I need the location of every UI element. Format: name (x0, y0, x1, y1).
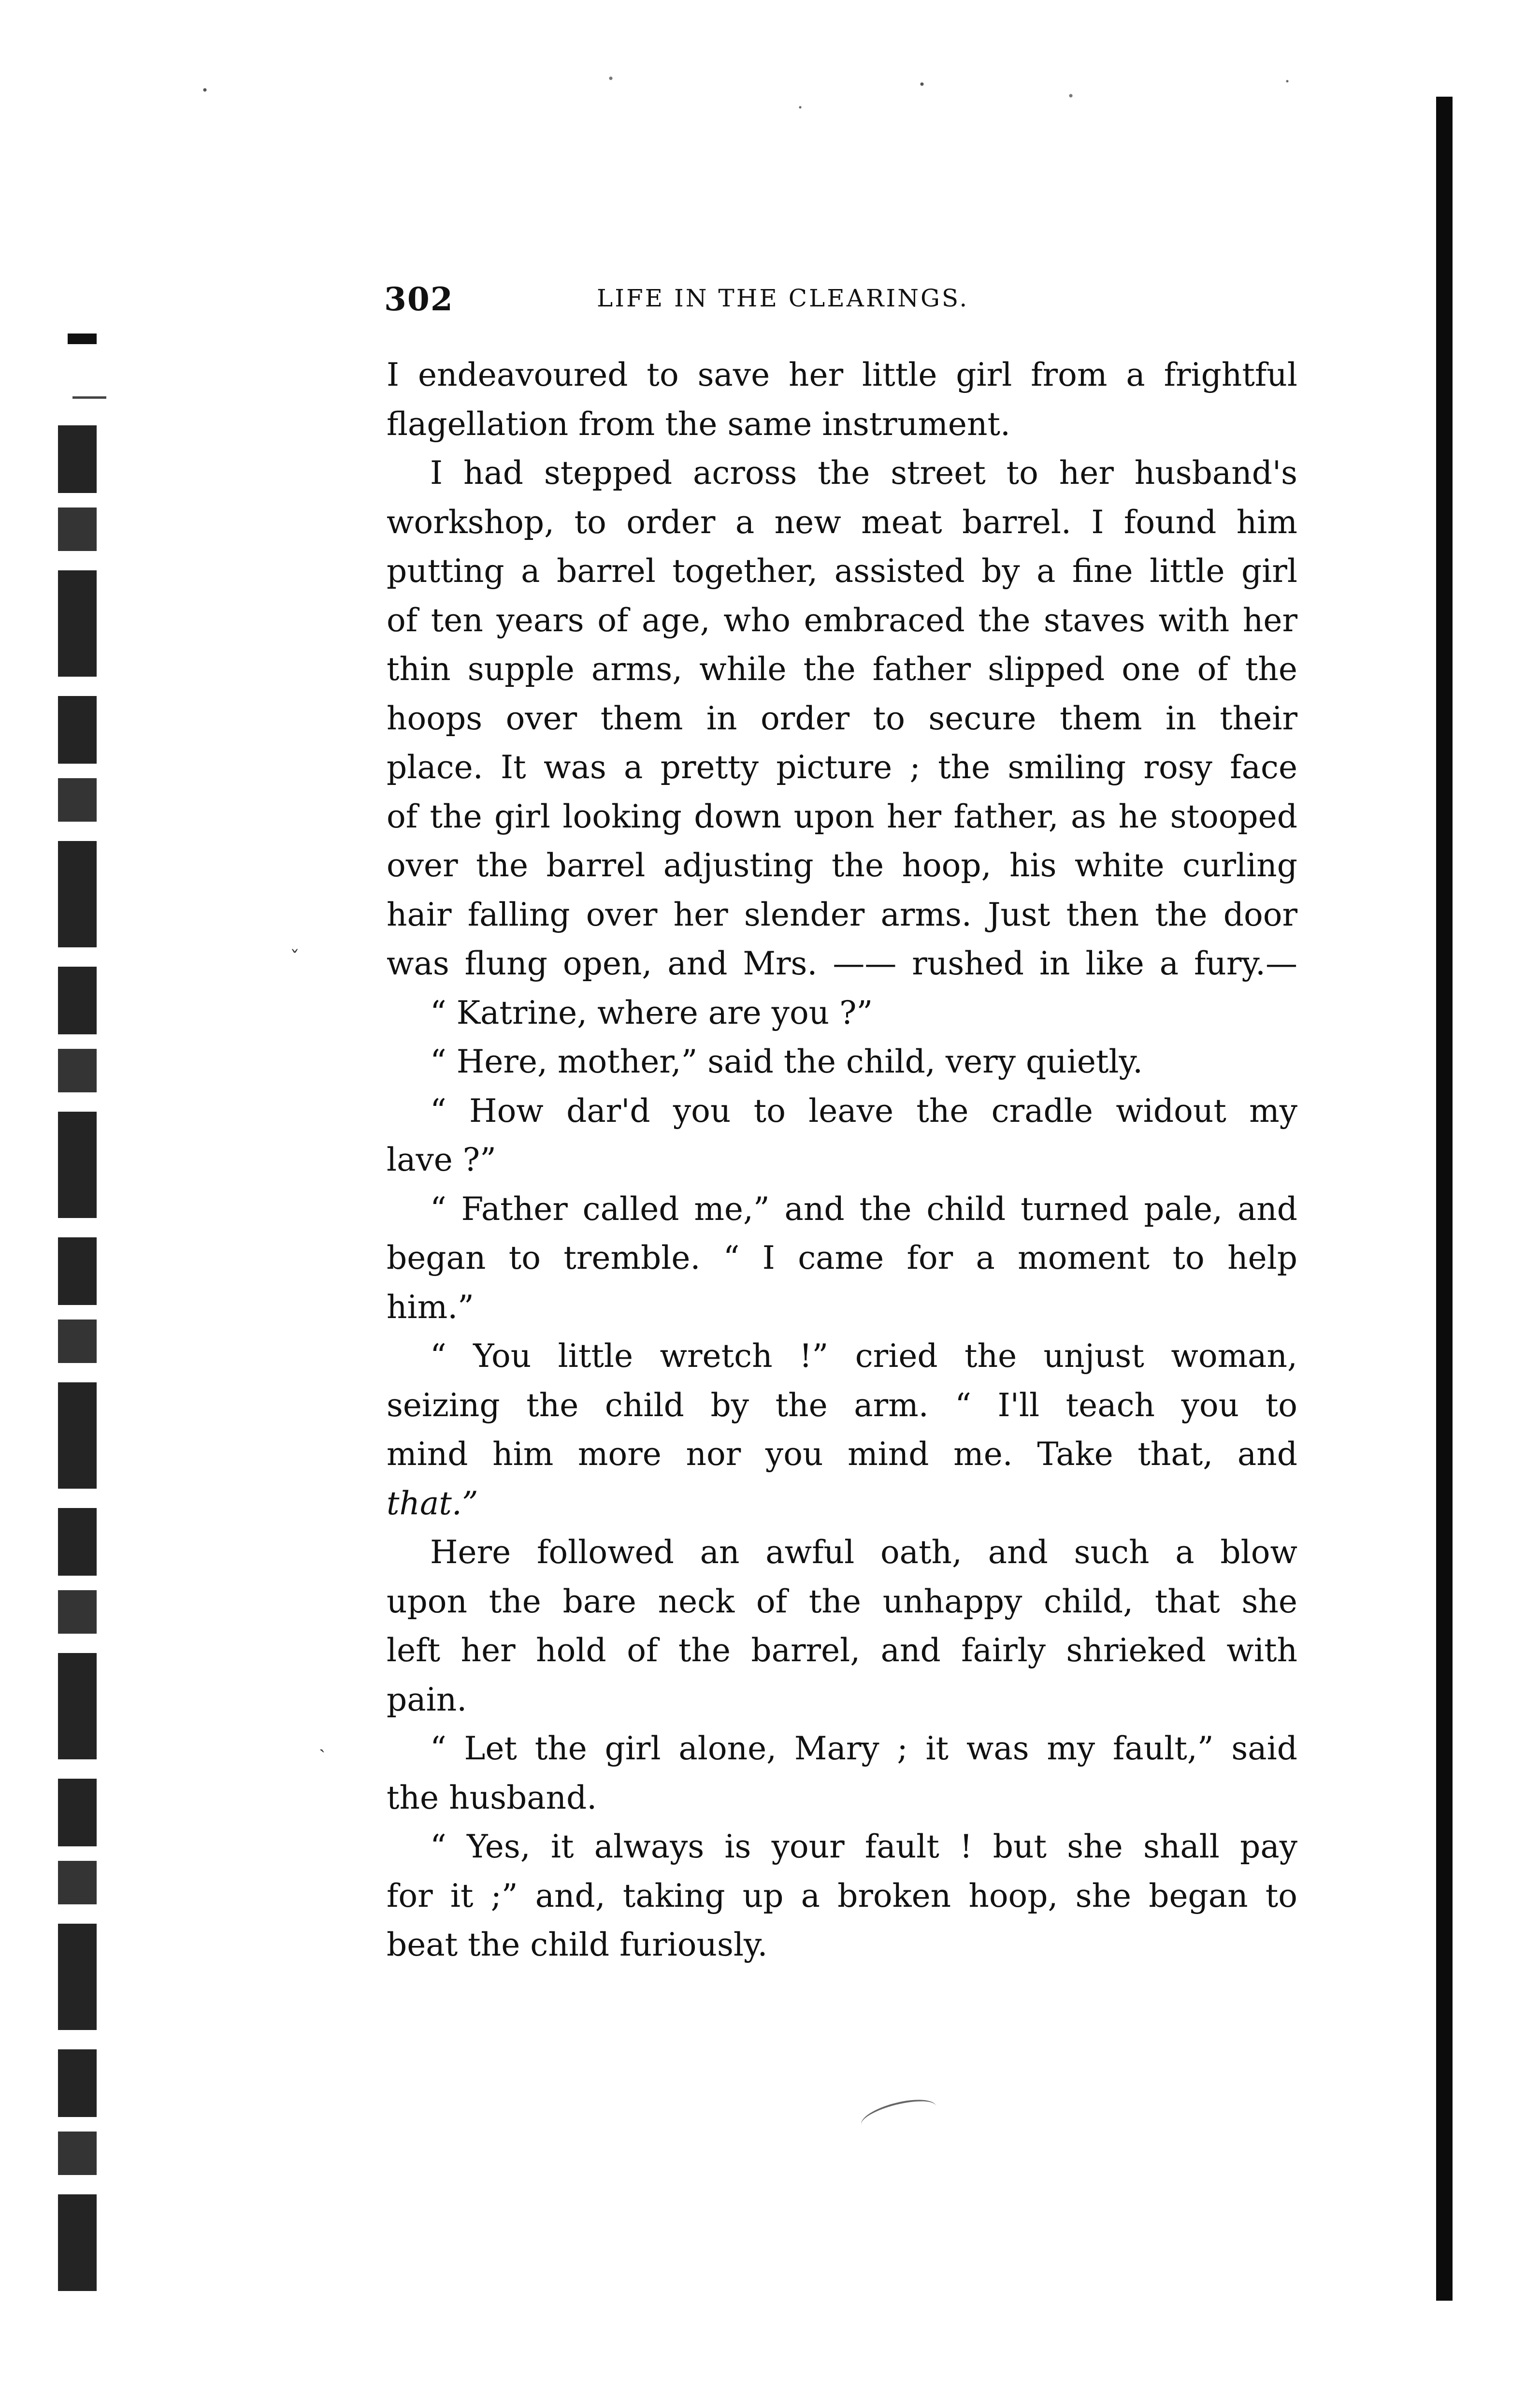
text-line: was flung open, and Mrs. —— rushed in like a fury.— (387, 945, 1297, 982)
running-title: LIFE IN THE CLEARINGS. (597, 284, 969, 312)
scan-edge-mark (68, 334, 97, 344)
text-line: mind him more nor you mind me. Take that, and (387, 1436, 1297, 1473)
text-line: thin supple arms, while the father slipped one of the (387, 651, 1297, 688)
text-line: I had stepped across the street to her husband's (430, 454, 1297, 492)
text-line: “ Katrine, where are you ?” (430, 994, 873, 1031)
text-line: seizing the child by the arm. “ I'll teach you to (387, 1386, 1297, 1424)
text-line: “ How dar'd you to leave the cradle widout my (430, 1092, 1297, 1130)
text-line: pain. (387, 1681, 467, 1718)
text-line: “ Let the girl alone, Mary ; it was my fault,” said (430, 1730, 1297, 1767)
text-line: “ You little wretch !” cried the unjust woman, (430, 1337, 1297, 1375)
scan-right-edge-bar (1436, 97, 1453, 2301)
text-line: the husband. (387, 1779, 597, 1816)
scan-stray-mark (858, 2093, 939, 2137)
text-line: began to tremble. “ I came for a moment to help (387, 1239, 1297, 1276)
text-line: of ten years of age, who embraced the staves with her (387, 601, 1297, 639)
text-line: of the girl looking down upon her father, as he stooped (387, 798, 1297, 835)
text-line: lave ?” (387, 1141, 496, 1178)
text-line: place. It was a pretty picture ; the smiling rosy face (387, 749, 1297, 786)
text-line: flagellation from the same instrument. (387, 405, 1010, 443)
scan-speckles (97, 73, 1450, 131)
text-line: over the barrel adjusting the hoop, his white curling (387, 847, 1297, 884)
text-line: left her hold of the barrel, and fairly shrieked with (387, 1632, 1297, 1669)
margin-speck: ˎ (319, 1731, 326, 1753)
text-line: hair falling over her slender arms. Just then the door (387, 896, 1297, 933)
text-line: beat the child furiously. (387, 1926, 768, 1963)
page-number: 302 (384, 280, 454, 318)
text-line: upon the bare neck of the unhappy child, that she (387, 1582, 1297, 1620)
text-line: putting a barrel together, assisted by a fine little girl (387, 552, 1297, 590)
body-text (387, 350, 1297, 1970)
text-line: “ Father called me,” and the child turned pale, and (430, 1190, 1297, 1228)
text-line: him.” (387, 1288, 474, 1326)
text-line: I endeavoured to save her little girl from a frightful (387, 356, 1297, 393)
text-line: workshop, to order a new meat barrel. I found him (387, 503, 1297, 541)
text-line: for it ;” and, taking up a broken hoop, she began to (387, 1877, 1297, 1914)
text-line: “ Yes, it always is your fault ! but she shall pay (430, 1828, 1297, 1865)
text-line: Here followed an awful oath, and such a blow (430, 1534, 1297, 1571)
scan-edge-dash (72, 396, 106, 399)
text-line: hoops over them in order to secure them in their (387, 699, 1297, 737)
running-head (384, 280, 1312, 319)
scan-left-edge-shadow (58, 425, 97, 2291)
margin-speck: ˇ (290, 947, 300, 970)
text-line: “ Here, mother,” said the child, very quietly. (430, 1043, 1143, 1080)
text-line: that.” (387, 1484, 478, 1522)
